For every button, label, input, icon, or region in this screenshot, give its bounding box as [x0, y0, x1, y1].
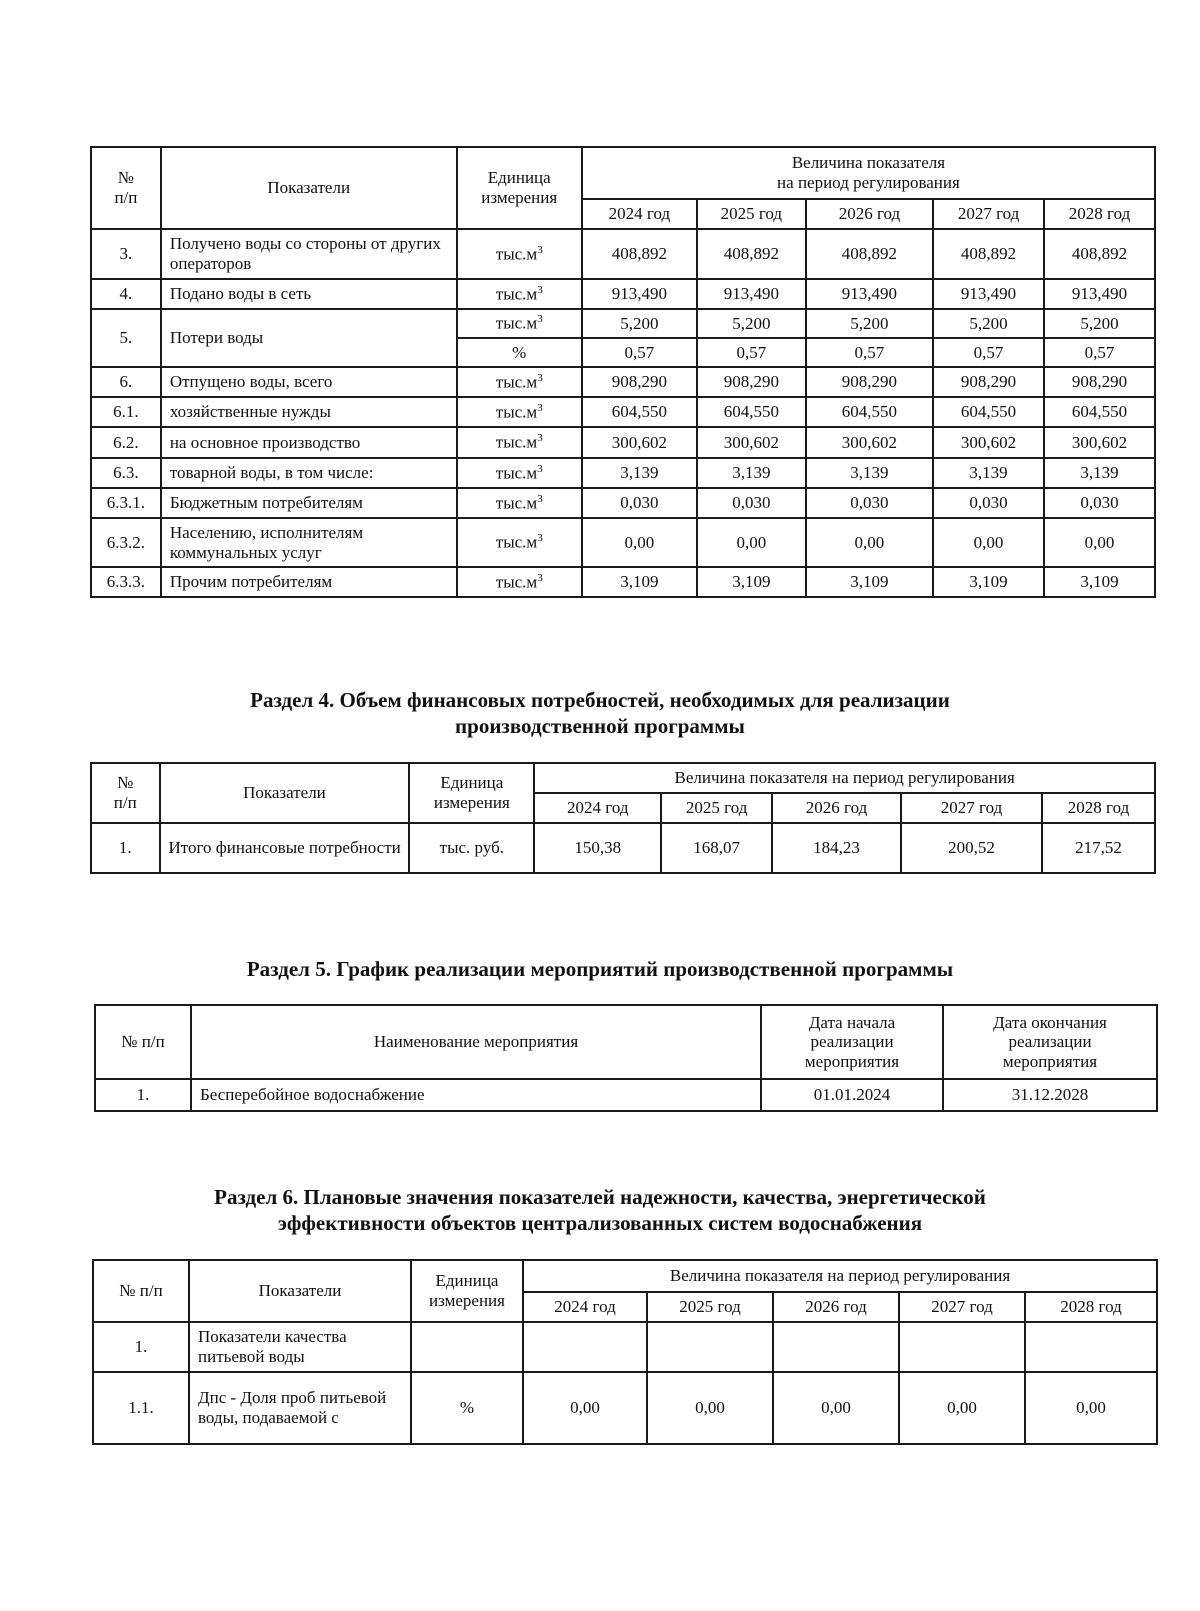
row-unit: $тыс.м^3$: [457, 309, 582, 338]
row-value: 5,200: [697, 309, 806, 338]
row-value: 0,00: [1044, 518, 1155, 567]
row-value: 913,490: [933, 279, 1044, 309]
header-year: 2026 год: [772, 793, 901, 823]
row-value: 3,109: [1044, 567, 1155, 597]
table-row: [91, 427, 1155, 458]
row-value: 908,290: [806, 367, 933, 397]
row-num: 6.3.3.: [91, 567, 161, 597]
row-value: 217,52: [1042, 823, 1155, 873]
row-name: Итого финансовые потребности: [160, 823, 410, 873]
row-value: 0,00: [1025, 1372, 1157, 1444]
row-value: 3,139: [806, 458, 933, 488]
row-value: 0,00: [697, 518, 806, 567]
section-6-title: Раздел 6. Плановые значения показателей надежности, качества, энергетической эффективности объектов централизованных систем водоснабжения: [214, 1185, 986, 1236]
row-value: [773, 1322, 899, 1372]
header-num: № п/п: [93, 1260, 189, 1322]
row-unit: $тыс.м^3$: [457, 397, 582, 427]
row-value: 300,602: [582, 427, 697, 458]
row-unit: [411, 1322, 523, 1372]
row-value: 300,602: [933, 427, 1044, 458]
row-value: 0,030: [697, 488, 806, 518]
header-year: 2028 год: [1042, 793, 1155, 823]
header-indicators: Показатели: [160, 763, 410, 823]
row-value: 408,892: [933, 229, 1044, 279]
row-value: 908,290: [933, 367, 1044, 397]
table-row: [91, 279, 1155, 309]
row-name: Дпс - Доля проб питьевой воды, подаваемой с: [189, 1372, 411, 1444]
header-indicators: Показатели: [161, 147, 457, 229]
row-value: 408,892: [582, 229, 697, 279]
row-value: 3,139: [933, 458, 1044, 488]
header-year: 2028 год: [1044, 199, 1155, 229]
row-unit: $тыс.м^3$: [457, 458, 582, 488]
row-value: 0,00: [647, 1372, 773, 1444]
row-value: 908,290: [1044, 367, 1155, 397]
row-value: 604,550: [697, 397, 806, 427]
header-year: 2024 год: [582, 199, 697, 229]
row-unit: $тыс.м^3$: [457, 567, 582, 597]
row-value: 604,550: [582, 397, 697, 427]
row-value: 300,602: [1044, 427, 1155, 458]
row-value: 0,030: [582, 488, 697, 518]
row-value: 300,602: [697, 427, 806, 458]
row-value: 0,030: [933, 488, 1044, 518]
row-name: Подано воды в сеть: [161, 279, 457, 309]
row-value: 0,57: [697, 338, 806, 367]
row-value: [523, 1322, 647, 1372]
row-value: 5,200: [1044, 309, 1155, 338]
row-value: 0,57: [1044, 338, 1155, 367]
row-num: 5.: [91, 309, 161, 367]
row-value: 0,00: [523, 1372, 647, 1444]
row-value: 0,00: [773, 1372, 899, 1444]
table-row: [91, 367, 1155, 397]
row-value: 5,200: [582, 309, 697, 338]
table-row: [91, 823, 1155, 873]
schedule-table: [94, 1004, 1158, 1112]
row-unit: $тыс.м^3$: [457, 518, 582, 567]
row-value: 0,57: [933, 338, 1044, 367]
table-row: [91, 488, 1155, 518]
row-value: 5,200: [806, 309, 933, 338]
row-value: 0,00: [899, 1372, 1025, 1444]
row-value: 604,550: [806, 397, 933, 427]
row-value: 3,139: [1044, 458, 1155, 488]
row-unit: $тыс.м^3$: [457, 367, 582, 397]
row-end-date: 31.12.2028: [943, 1079, 1157, 1111]
table-row: [93, 1322, 1157, 1372]
row-num: 3.: [91, 229, 161, 279]
row-value: 408,892: [697, 229, 806, 279]
row-value: 408,892: [806, 229, 933, 279]
row-name: Прочим потребителям: [161, 567, 457, 597]
header-year: 2028 год: [1025, 1292, 1157, 1322]
section-4-title: Раздел 4. Объем финансовых потребностей, необходимых для реализации производственной программы: [250, 688, 950, 739]
row-num: 1.: [93, 1322, 189, 1372]
row-num: 6.3.: [91, 458, 161, 488]
row-name: Получено воды со стороны от других операторов: [161, 229, 457, 279]
financial-needs-table: [90, 762, 1156, 874]
row-value: [1025, 1322, 1157, 1372]
header-end-date: Дата окончания реализации мероприятия: [943, 1005, 1157, 1079]
table-row: [95, 1079, 1157, 1111]
header-value-group: Величина показателя на период регулирования: [534, 763, 1155, 793]
row-value: 913,490: [582, 279, 697, 309]
row-value: 5,200: [933, 309, 1044, 338]
header-activity-name: Наименование мероприятия: [191, 1005, 761, 1079]
row-num: 6.3.1.: [91, 488, 161, 518]
row-value: 908,290: [697, 367, 806, 397]
table-row: [91, 397, 1155, 427]
row-name: Отпущено воды, всего: [161, 367, 457, 397]
header-year: 2025 год: [697, 199, 806, 229]
row-value: 0,00: [806, 518, 933, 567]
row-unit: $тыс.м^3$: [457, 279, 582, 309]
row-num: 6.: [91, 367, 161, 397]
header-num: № п/п: [91, 763, 160, 823]
row-value: 604,550: [1044, 397, 1155, 427]
row-value: 3,139: [697, 458, 806, 488]
row-value: 913,490: [1044, 279, 1155, 309]
row-value: 604,550: [933, 397, 1044, 427]
header-num: № п/п: [91, 147, 161, 229]
row-value: 913,490: [697, 279, 806, 309]
row-value: 0,57: [582, 338, 697, 367]
header-start-date: Дата начала реализации мероприятия: [761, 1005, 943, 1079]
row-value: 3,109: [697, 567, 806, 597]
header-year: 2024 год: [534, 793, 661, 823]
header-year: 2025 год: [661, 793, 772, 823]
row-value: 0,57: [806, 338, 933, 367]
header-value-group: Величина показателя на период регулирования: [523, 1260, 1157, 1292]
header-year: 2027 год: [899, 1292, 1025, 1322]
header-year: 2027 год: [901, 793, 1042, 823]
section-5-title: Раздел 5. График реализации мероприятий производственной программы: [246, 957, 954, 981]
row-value: 3,109: [933, 567, 1044, 597]
row-num: 6.2.: [91, 427, 161, 458]
header-indicators: Показатели: [189, 1260, 411, 1322]
header-year: 2025 год: [647, 1292, 773, 1322]
row-num: 1.1.: [93, 1372, 189, 1444]
row-value: 168,07: [661, 823, 772, 873]
row-value: [647, 1322, 773, 1372]
header-unit: Единица измерения: [411, 1260, 523, 1322]
row-unit: $тыс.м^3$: [457, 427, 582, 458]
row-value: 200,52: [901, 823, 1042, 873]
row-value: 3,109: [582, 567, 697, 597]
table-row: [91, 229, 1155, 279]
row-value: 908,290: [582, 367, 697, 397]
header-year: 2024 год: [523, 1292, 647, 1322]
row-num: 4.: [91, 279, 161, 309]
row-value: 3,109: [806, 567, 933, 597]
row-unit: %: [457, 338, 582, 367]
row-name: Населению, исполнителям коммунальных услуг: [161, 518, 457, 567]
header-value-group: Величина показателя на период регулирования: [582, 147, 1155, 199]
row-value: 0,030: [806, 488, 933, 518]
row-start-date: 01.01.2024: [761, 1079, 943, 1111]
header-unit: Единица измерения: [457, 147, 582, 229]
row-num: 6.3.2.: [91, 518, 161, 567]
row-unit: тыс. руб.: [409, 823, 534, 873]
reliability-table: [92, 1259, 1158, 1445]
water-balance-table: [90, 146, 1156, 598]
header-unit: Единица измерения: [409, 763, 534, 823]
table-row: [91, 567, 1155, 597]
row-num: 1.: [91, 823, 160, 873]
row-num: 6.1.: [91, 397, 161, 427]
row-value: 150,38: [534, 823, 661, 873]
row-unit: $тыс.м^3$: [457, 488, 582, 518]
row-num: 1.: [95, 1079, 191, 1111]
row-name: Бесперебойное водоснабжение: [191, 1079, 761, 1111]
header-year: 2027 год: [933, 199, 1044, 229]
row-name: на основное производство: [161, 427, 457, 458]
row-value: 0,00: [933, 518, 1044, 567]
row-value: 3,139: [582, 458, 697, 488]
row-name: Бюджетным потребителям: [161, 488, 457, 518]
row-value: 913,490: [806, 279, 933, 309]
row-value: 300,602: [806, 427, 933, 458]
row-value: [899, 1322, 1025, 1372]
row-value: 408,892: [1044, 229, 1155, 279]
row-name: Показатели качества питьевой воды: [189, 1322, 411, 1372]
row-unit: %: [411, 1372, 523, 1444]
row-name: товарной воды, в том числе:: [161, 458, 457, 488]
row-value: 0,030: [1044, 488, 1155, 518]
header-num: № п/п: [95, 1005, 191, 1079]
row-value: 0,00: [582, 518, 697, 567]
row-name: Потери воды: [161, 309, 457, 367]
row-value: 184,23: [772, 823, 901, 873]
row-name: хозяйственные нужды: [161, 397, 457, 427]
header-year: 2026 год: [806, 199, 933, 229]
header-year: 2026 год: [773, 1292, 899, 1322]
table-row: [91, 458, 1155, 488]
table-row: [91, 518, 1155, 567]
table-row: [91, 309, 1155, 338]
row-unit: $тыс.м^3$: [457, 229, 582, 279]
table-row: [93, 1372, 1157, 1444]
